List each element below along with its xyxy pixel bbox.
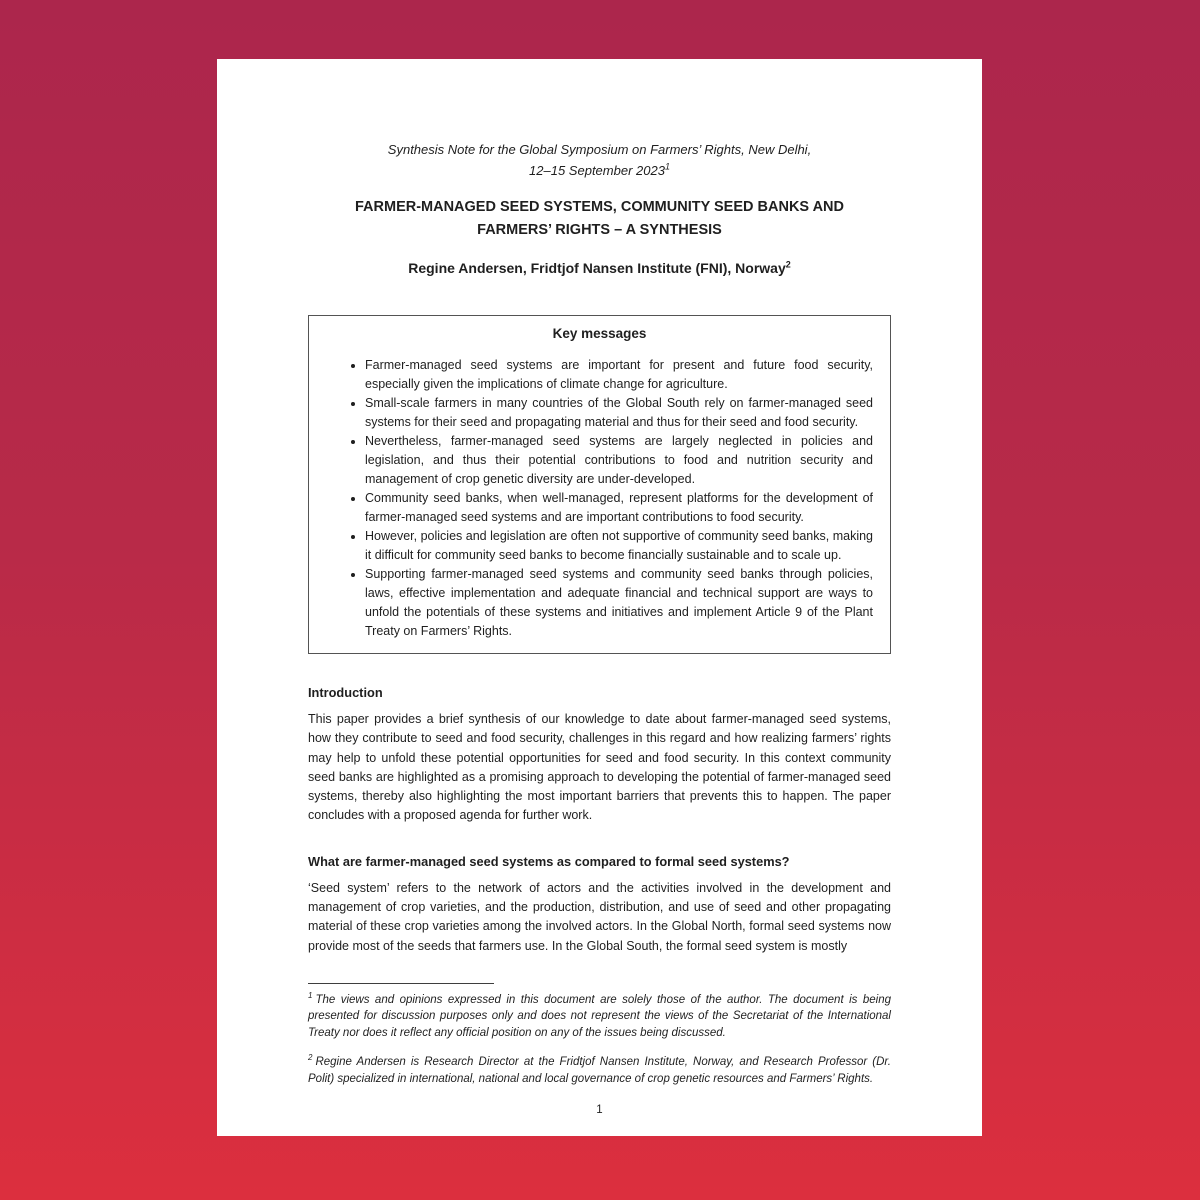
key-message-item-6: • Supporting farmer-managed seed systems and community seed banks through policies, laws, effective implementation and adequate financial and technical support are ways to unfold the potentials of these systems and initiatives and implement Article 9 of the Plant Treaty on Farmers’ Rights. <box>365 565 873 641</box>
document-page <box>217 59 982 1136</box>
section-heading-seed-systems: What are farmer-managed seed systems as compared to formal seed systems? <box>308 853 790 869</box>
document-title-line2: FARMERS’ RIGHTS – A SYNTHESIS <box>477 222 722 238</box>
footnote-2 <box>308 1054 891 1087</box>
symposium-note-line1: Synthesis Note for the Global Symposium on Farmers’ Rights, New Delhi, <box>387 142 812 157</box>
key-message-item-5: • However, policies and legislation are often not supportive of community seed banks, making it difficult for community seed banks to become financially sustainable and to scale up. <box>365 527 873 565</box>
author-name: Regine Andersen, Fridtjof Nansen Institute (FNI), Norway <box>408 260 786 276</box>
footnote-reference-2: 2 <box>785 259 791 270</box>
symposium-note-line2-text: 12–15 September 2023 <box>529 163 665 178</box>
footnote-1-marker: 1 <box>308 991 313 1001</box>
key-messages-title: Key messages <box>552 326 647 341</box>
footnote-1-text: The views and opinions expressed in this document are solely those of the author. The document is being presented for discussion purposes only and does not represent the views of the Secretariat of the International Treaty nor does it reflect any official position on any of the issues being discussed. <box>308 993 891 1039</box>
author-line <box>308 258 891 278</box>
key-message-item-4: • Community seed banks, when well-managed, represent platforms for the development of farmer-managed seed systems and are important contributions to food security. <box>365 489 873 527</box>
footnote-2-marker: 2 <box>308 1053 313 1063</box>
document-title-line1: FARMER-MANAGED SEED SYSTEMS, COMMUNITY SEED BANKS AND <box>354 199 844 215</box>
footnotes-area <box>308 983 891 1088</box>
footnote-reference-1: 1 <box>664 161 670 172</box>
page-number: 1 <box>596 1104 603 1117</box>
section-heading-introduction: Introduction <box>308 685 383 700</box>
footnote-separator-rule <box>308 983 494 984</box>
footnote-2-text: Regine Andersen is Research Director at the Fridtjof Nansen Institute, Norway, and Research Professor (Dr. Polit) specialized in international, national and local governance of crop genetic resources and Farmers’ Rights. <box>308 1056 891 1085</box>
symposium-note-line2 <box>308 160 891 181</box>
key-messages-list <box>326 356 873 641</box>
seed-systems-paragraph: ‘Seed system’ refers to the network of actors and the activities involved in the development and management of crop varieties, and the production, distribution, and use of seed and other propagating material of these crop varieties among the involved actors. In the Global North, formal seed systems now provide most of the seeds that farmers use. In the Global South, the formal seed system is mostly <box>308 880 891 953</box>
document-title <box>308 196 891 242</box>
footnote-1 <box>308 992 891 1042</box>
key-message-item-1: • Farmer-managed seed systems are important for present and future food security, especially given the implications of climate change for agriculture. <box>365 356 873 394</box>
introduction-paragraph: This paper provides a brief synthesis of our knowledge to date about farmer-managed seed systems, how they contribute to seed and food security, challenges in this regard and how realizing farmers’ rights may help to unfold these potential opportunities for seed and food security. In this context community seed banks are highlighted as a promising approach to developing the potential of farmer-managed seed systems, thereby also highlighting the most important barriers that prevents this to happen. The paper concludes with a proposed agenda for further work. <box>308 712 891 823</box>
key-message-item-3: • Nevertheless, farmer-managed seed systems are largely neglected in policies and legislation, and thus their potential contributions to food and nutrition security and management of crop genetic diversity are under-developed. <box>365 432 873 489</box>
key-message-item-2: • Small-scale farmers in many countries of the Global South rely on farmer-managed seed systems for their seed and propagating material and thus for their seed and food security. <box>365 394 873 432</box>
key-messages-box <box>308 315 891 654</box>
